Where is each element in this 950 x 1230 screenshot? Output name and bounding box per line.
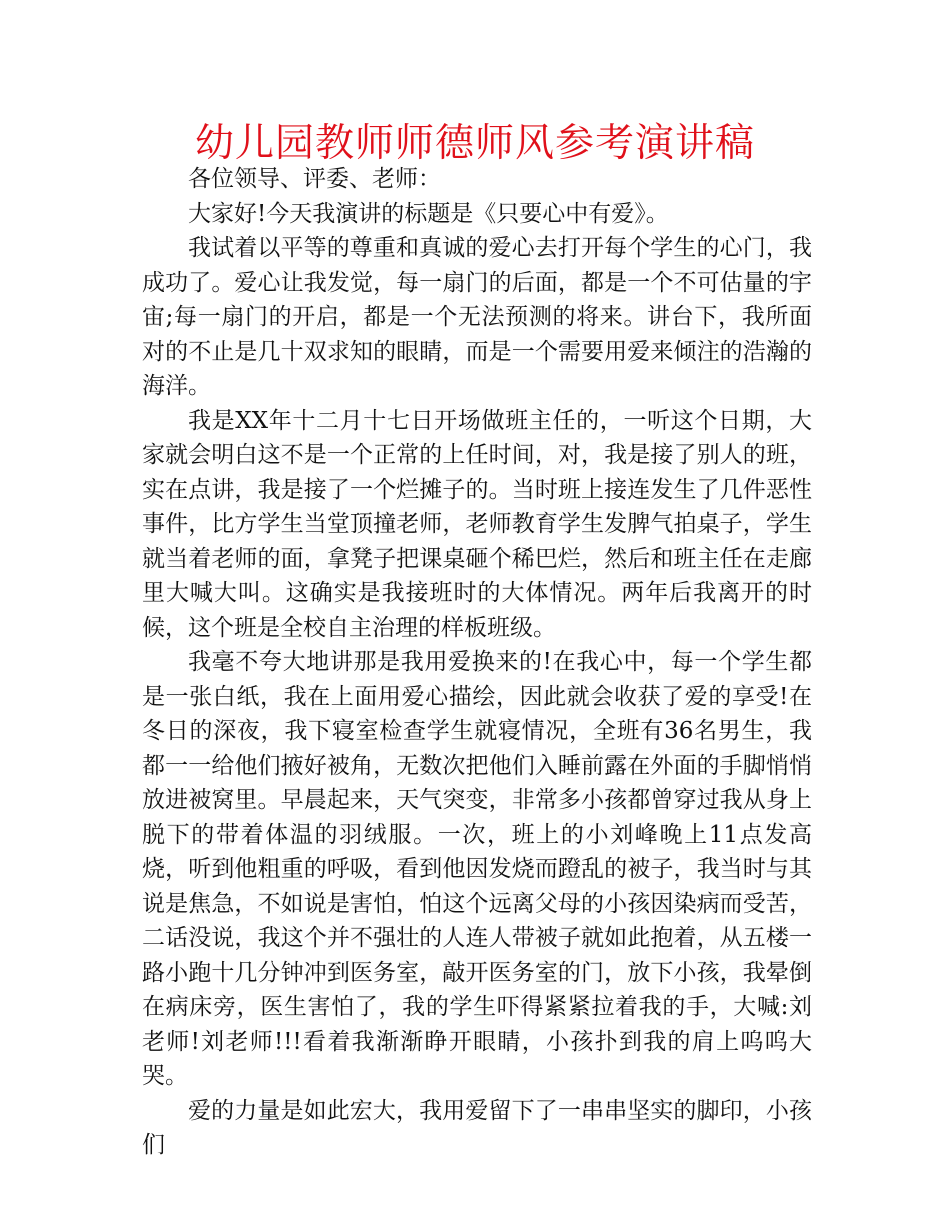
paragraph-6: 爱的力量是如此宏大，我用爱留下了一串串坚实的脚印，小孩们	[142, 1097, 812, 1158]
paragraph-4: 我是XX年十二月十七日开场做班主任的，一听这个日期，大家就会明白这不是一个正常的上任时间，对，我是接了别人的班，实在点讲，我是接了一个烂摊子的。当时班上接连发生了几件恶性事件，比方学生当堂顶撞老师，老师教育学生发脾气拍桌子，学生就当着老师的面，拿凳子把课桌砸个稀巴烂，然后和班主任在走廊里大喊大叫。这确实是我接班时的大体情况。两年后我离开的时候，这个班是全校自主治理的样板班级。	[142, 407, 812, 641]
paragraph-greeting: 大家好!今天我演讲的标题是《只要心中有爱》。	[188, 200, 669, 227]
paragraph-salutation: 各位领导、评委、老师：	[188, 166, 441, 192]
document-body	[142, 162, 812, 1163]
document-title: 幼儿园教师师德师风参考演讲稿	[194, 121, 755, 166]
paragraph-3: 我试着以平等的尊重和真诚的爱心去打开每个学生的心门，我成功了。爱心让我发觉，每一扇门的后面，都是一个不可估量的宇宙;每一扇门的开启，都是一个无法预测的将来。讲台下，我所面对的不止是几十双求知的眼睛，而是一个需要用爱来倾注的浩瀚的海洋。	[142, 235, 812, 399]
paragraph-5: 我毫不夸大地讲那是我用爱换来的!在我心中，每一个学生都是一张白纸，我在上面用爱心描绘，因此就会收获了爱的享受!在冬日的深夜，我下寝室检查学生就寝情况，全班有36名男生，我都一一给他们掖好被角，无数次把他们入睡前露在外面的手脚悄悄放进被窝里。早晨起来，天气突变，非常多小孩都曾穿过我从身上脱下的带着体温的羽绒服。一次，班上的小刘峰晚上11点发高烧，听到他粗重的呼吸，看到他因发烧而蹬乱的被子，我当时与其说是焦急，不如说是害怕，怕这个远离父母的小孩因染病而受苦，二话没说，我这个并不强壮的人连人带被子就如此抱着，从五楼一路小跑十几分钟冲到医务室，敲开医务室的门，放下小孩，我晕倒在病床旁，医生害怕了，我的学生吓得紧紧拉着我的手，大喊:刘老师!刘老师!!!看着我渐渐睁开眼睛，小孩扑到我的肩上呜呜大哭。	[142, 649, 812, 1089]
